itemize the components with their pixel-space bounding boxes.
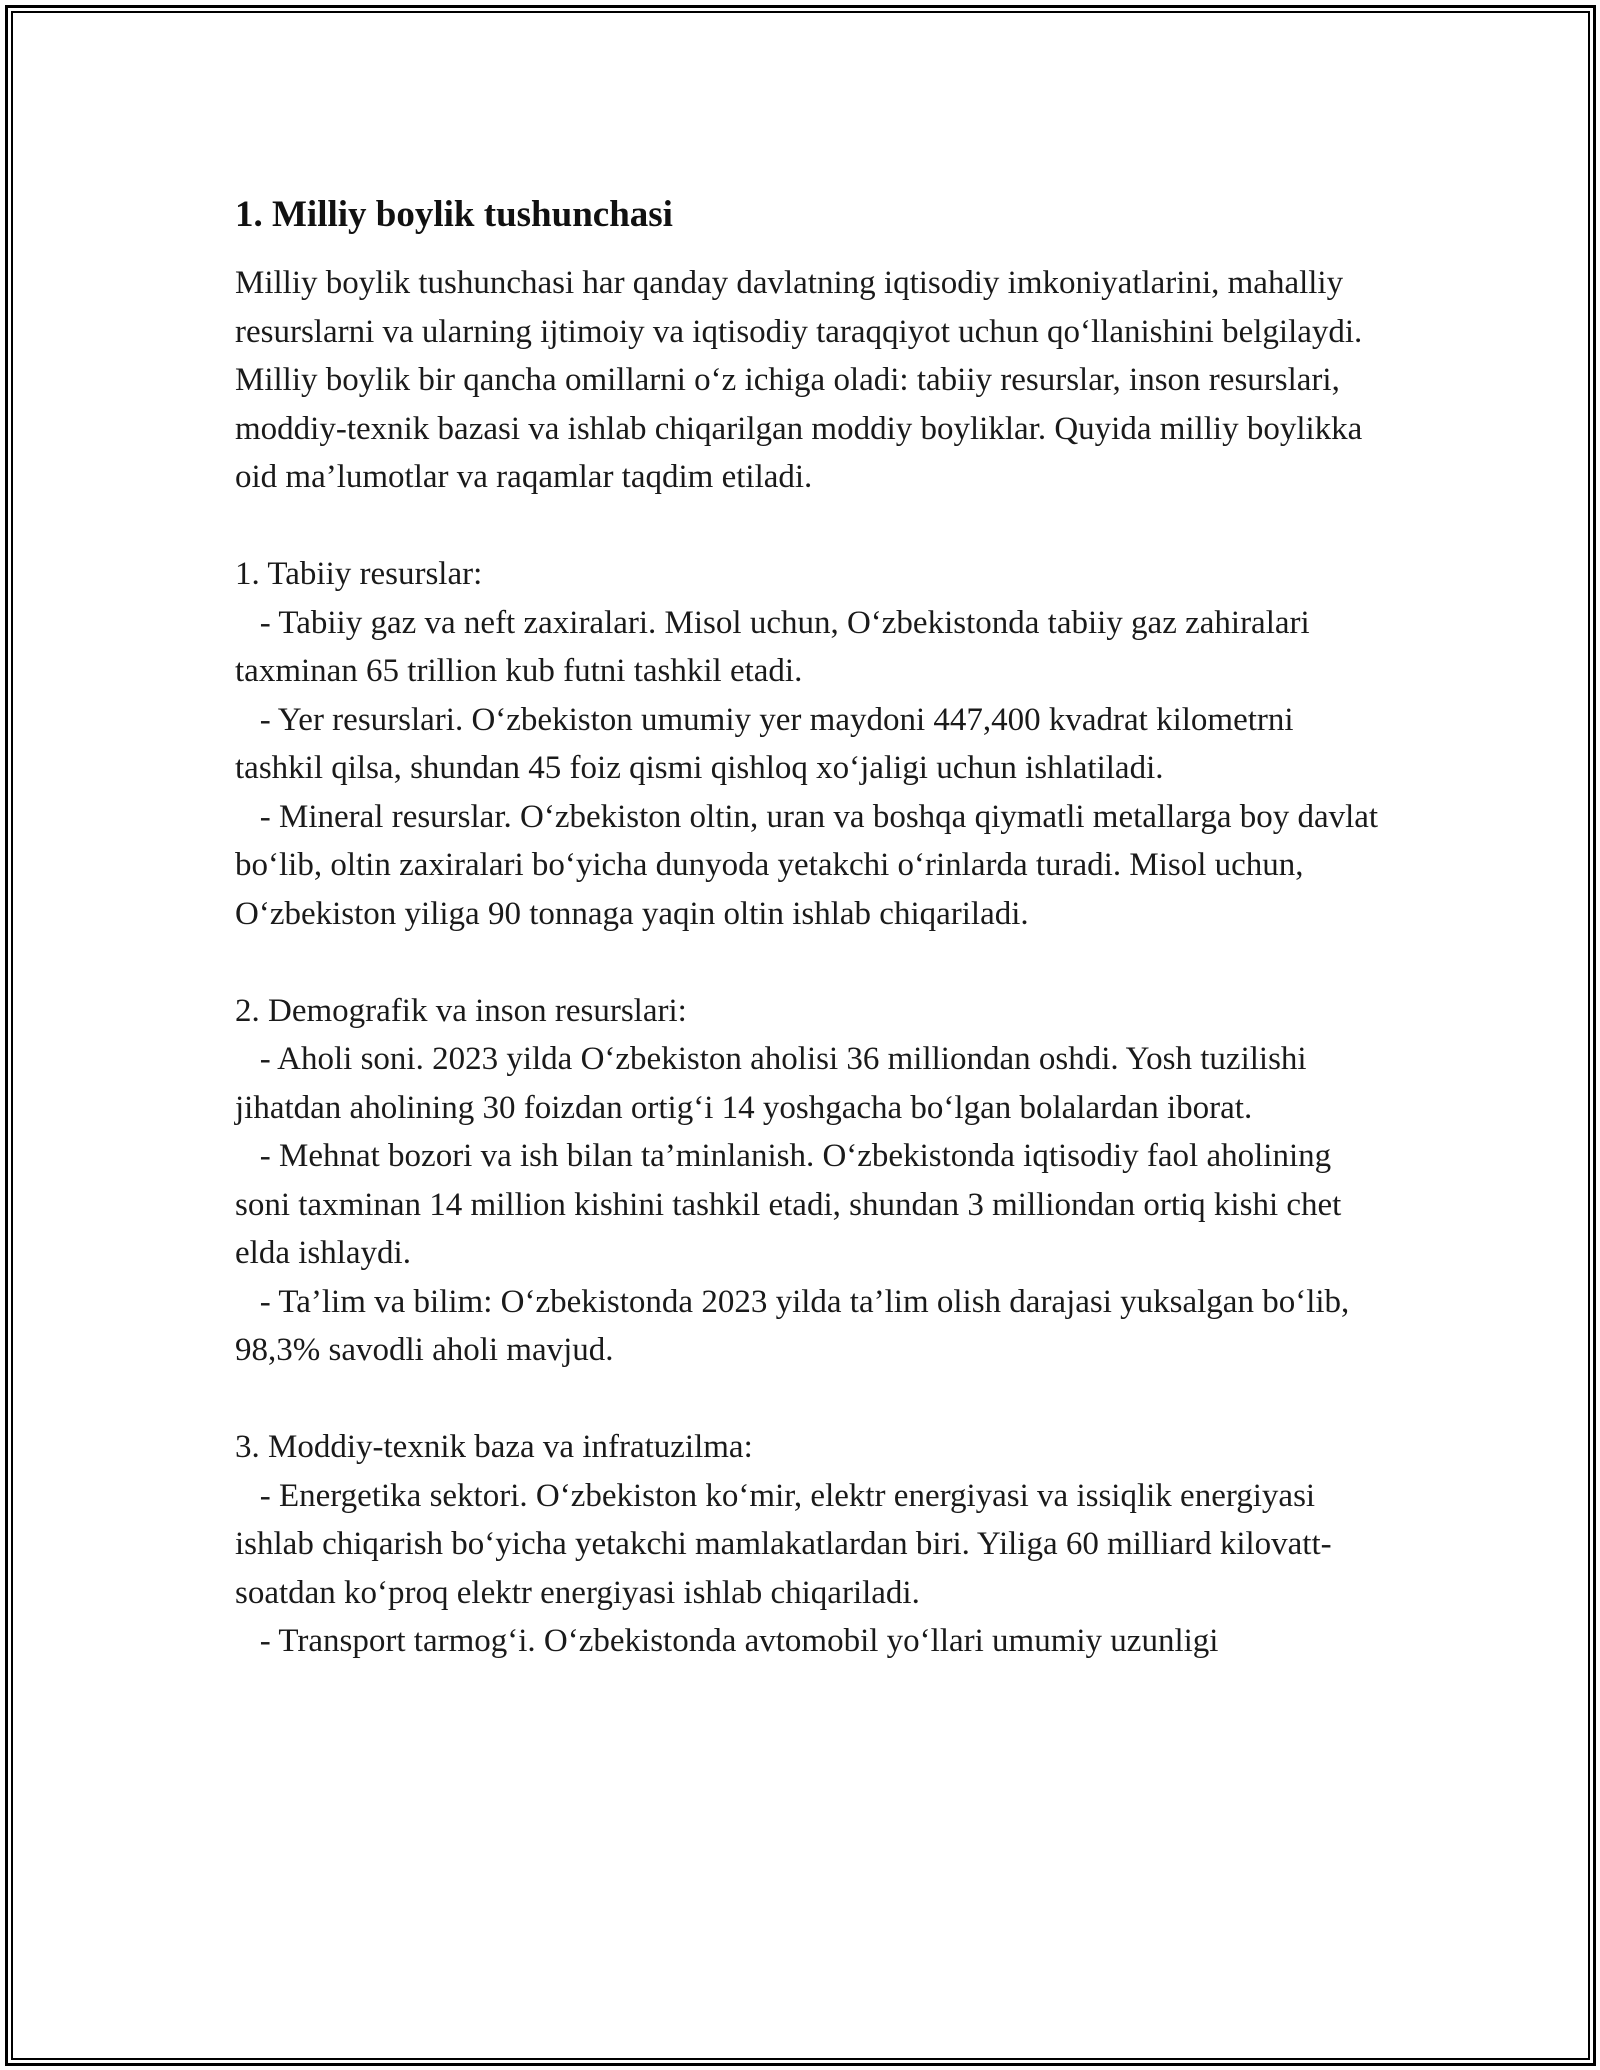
list-item: - Aholi soni. 2023 yilda O‘zbekiston aholisi 36 milliondan oshdi. Yosh tuzilishi jihatdan aholining 30 foizdan ortig‘i 14 yoshgacha bo‘lgan bolalardan iborat. [235,1041,1315,1126]
list-item: - Tabiiy gaz va neft zaxiralari. Misol uchun, O‘zbekistonda tabiiy gaz zahiralari taxminan 65 trillion kub futni tashkil etadi. [235,604,1318,689]
section-infrastructure [235,1423,1385,1666]
list-item: - Energetika sektori. O‘zbekiston ko‘mir, elektr energiyasi va issiqlik energiyasi ishlab chiqarish bo‘yicha yetakchi mamlakatlardan biri. Yiliga 60 milliard kilovatt-soatdan ko‘proq elektr energiyasi ishlab chiqariladi. [235,1477,1332,1611]
section-heading: 1. Milliy boylik tushunchasi [235,194,673,235]
section-title: 1. Tabiiy resurslar: [235,556,483,592]
list-item: - Transport tarmog‘i. O‘zbekistonda avtomobil yo‘llari umumiy uzunligi [235,1623,1219,1659]
list-item: - Ta’lim va bilim: O‘zbekistonda 2023 yilda ta’lim olish darajasi yuksalgan bo‘lib, 98,3% savodli aholi mavjud. [235,1283,1358,1368]
intro-paragraph: Milliy boylik tushunchasi har qanday davlatning iqtisodiy imkoniyatlarini, mahalliy resurslarni va ularning ijtimoiy va iqtisodiy taraqqiyot uchun qo‘llanishini belgilaydi. Milliy boylik bir qancha omillarni o‘z ichiga oladi: tabiiy resurslar, inson resurslari, moddiy-texnik bazasi va ishlab chiqarilgan moddiy boyliklar. Quyida milliy boylikka oid ma’lumotlar va raqamlar taqdim etiladi. [235,265,1363,495]
document-body [235,185,1385,1666]
section-title: 2. Demografik va inson resurslari: [235,992,687,1029]
section-natural-resources [235,550,1385,938]
section-title: 3. Moddiy-texnik baza va infratuzilma: [235,1429,753,1465]
list-item: - Yer resurslari. O‘zbekiston umumiy yer maydoni 447,400 kvadrat kilometrni tashkil qilsa, shundan 45 foiz qismi qishloq xo‘jaligi uchun ishlatiladi. [235,701,1302,786]
list-item: - Mineral resurslar. O‘zbekiston oltin, uran va boshqa qiymatli metallarga boy davlat bo‘lib, oltin zaxiralari bo‘yicha dunyoda yetakchi o‘rinlarda turadi. Misol uchun, O‘zbekiston yiliga 90 tonnaga yaqin oltin ishlab chiqariladi. [235,798,1387,932]
section-demographic-resources [235,987,1385,1375]
list-item: - Mehnat bozori va ish bilan ta’minlanish. O‘zbekistonda iqtisodiy faol aholining soni taxminan 14 million kishini tashkil etadi, shundan 3 milliondan ortiq kishi chet elda ishlaydi. [235,1138,1350,1271]
